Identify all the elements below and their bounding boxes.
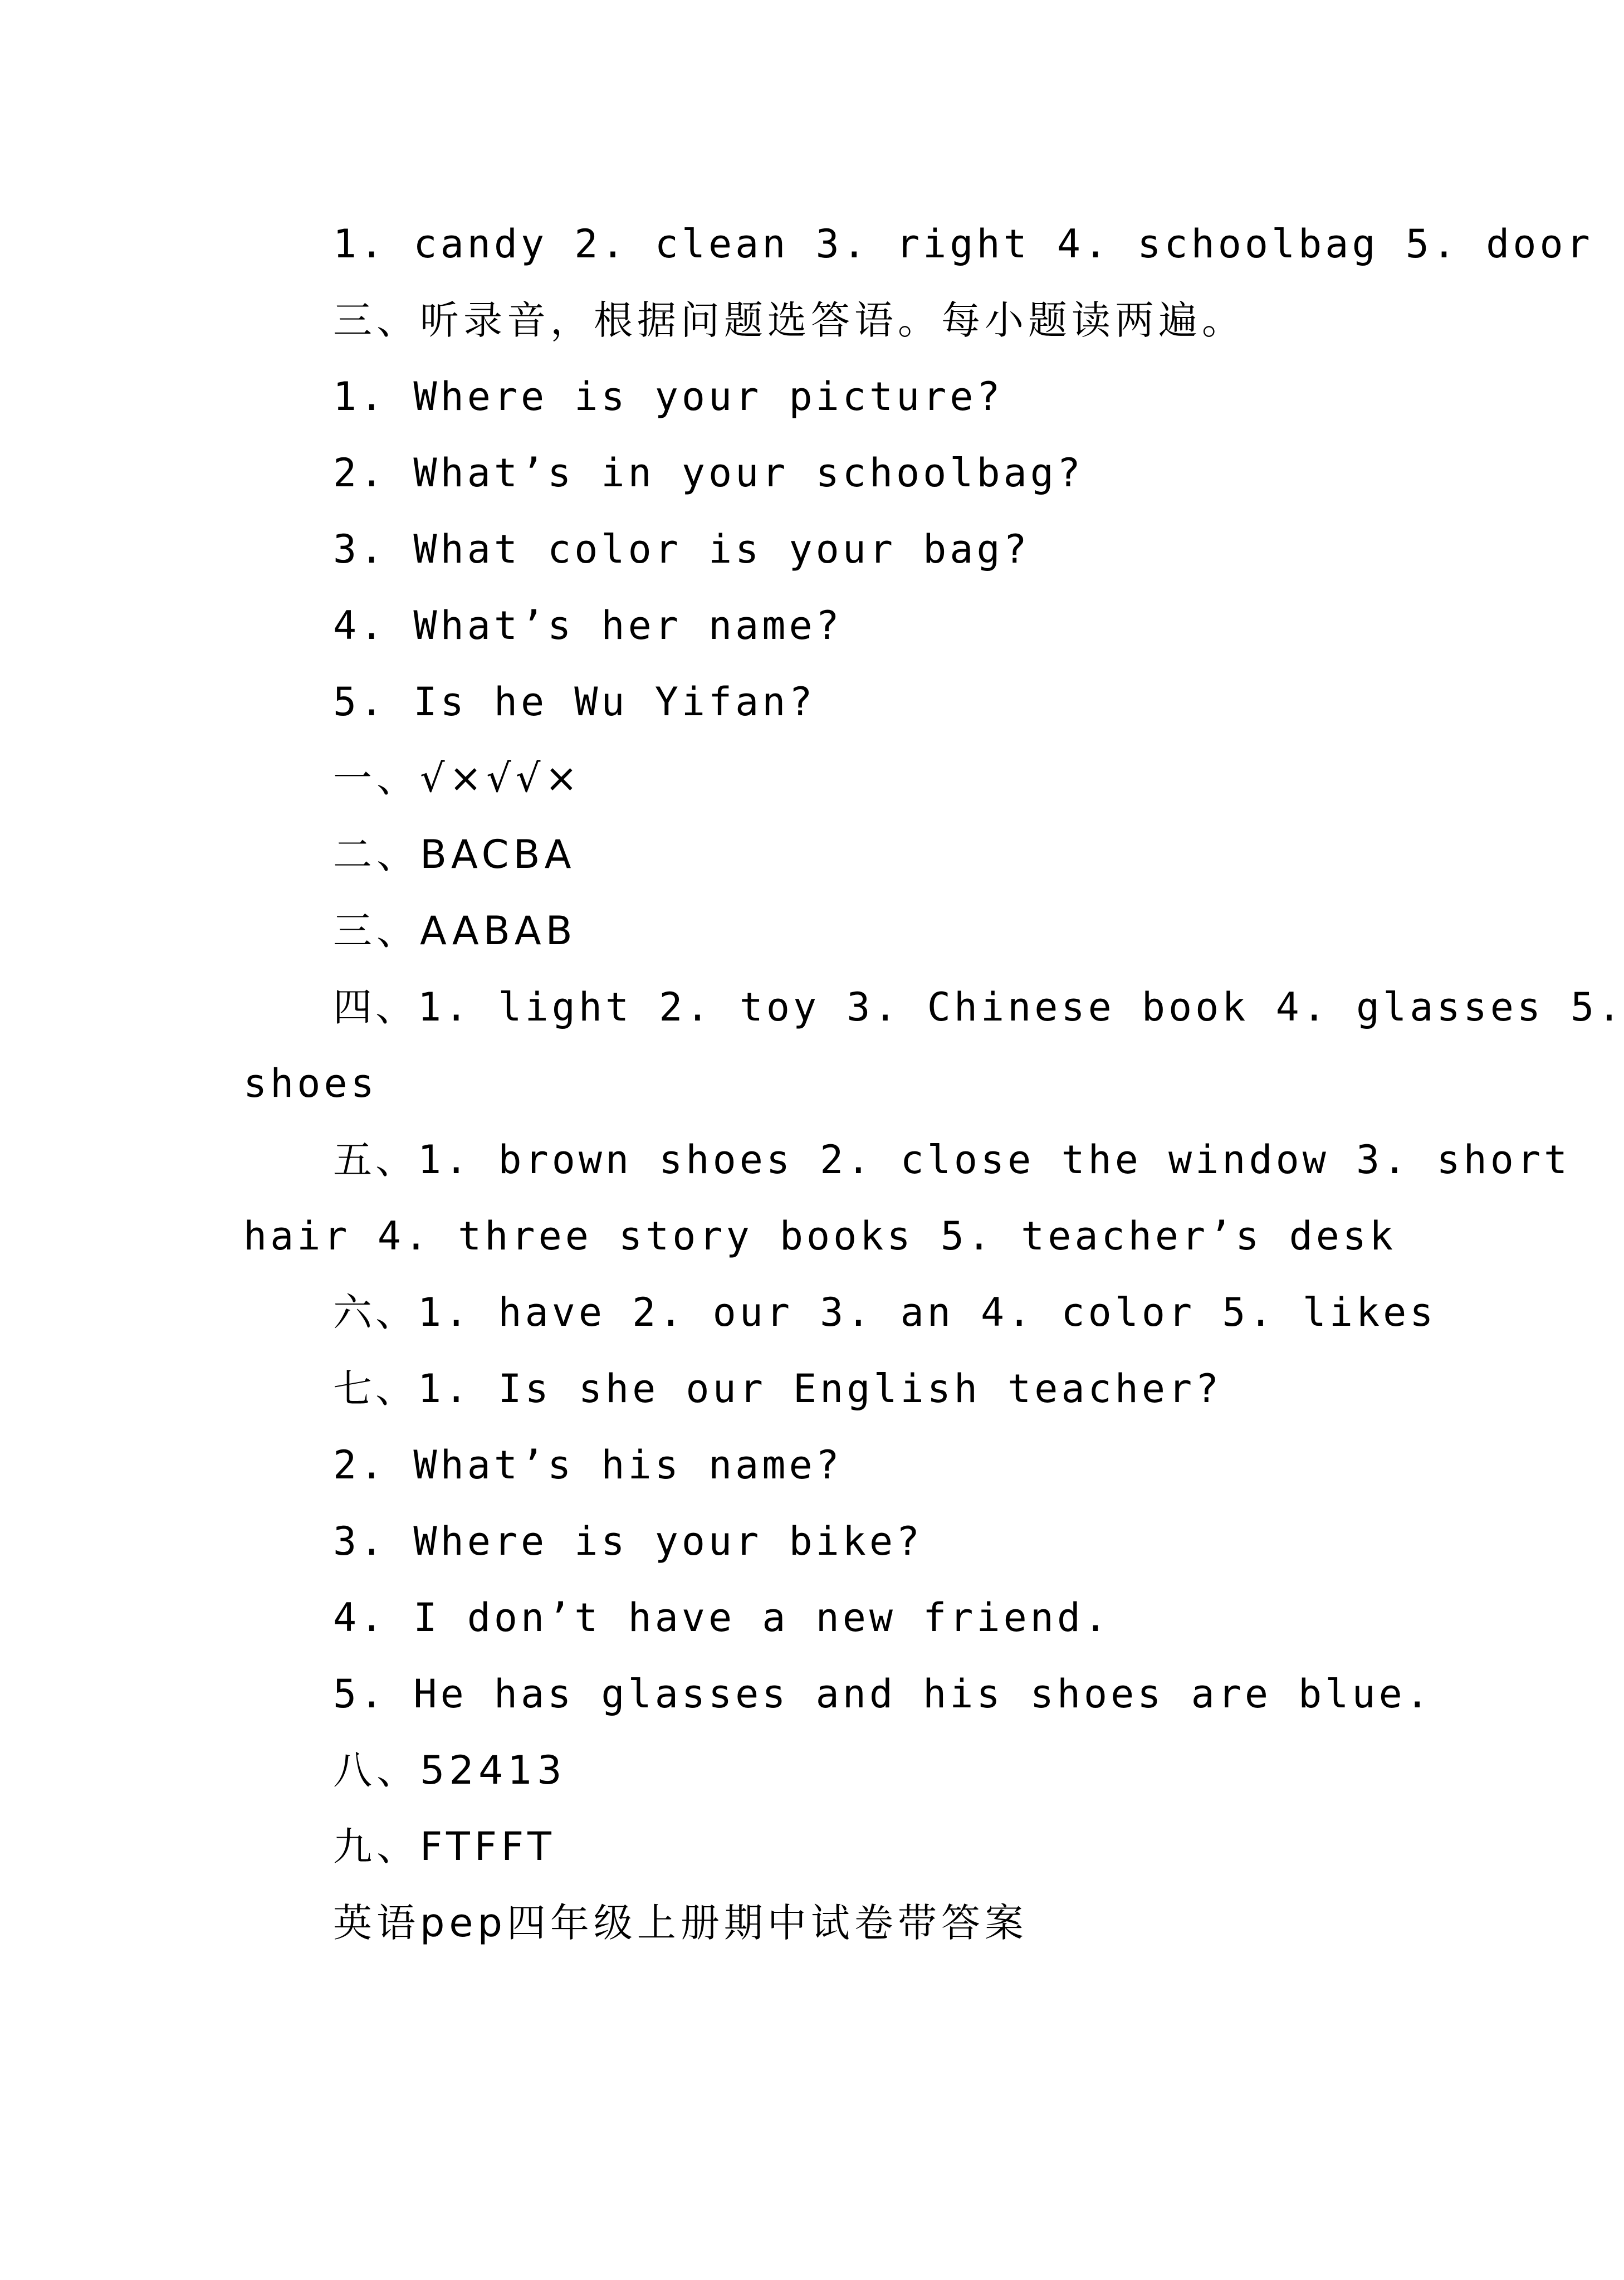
text-line: 4. I don’t have a new friend. <box>333 1595 1111 1641</box>
answer-line: 七、1. Is she our English teacher? <box>333 1366 1222 1412</box>
text-line: 5. He has glasses and his shoes are blue. <box>333 1671 1432 1717</box>
answer-line: 九、FTFFT <box>333 1824 556 1869</box>
text-line: 1. Where is your picture? <box>333 374 1004 419</box>
answer-line: 六、1. have 2. our 3. an 4. color 5. likes <box>333 1290 1437 1335</box>
answer-line: 一、√×√√× <box>333 755 583 801</box>
answer-line: 八、52413 <box>333 1747 566 1793</box>
text-line: 3. What color is your bag? <box>333 526 1030 572</box>
text-line: 3. Where is your bike? <box>333 1519 923 1564</box>
text-line: 2. What’s in your schoolbag? <box>333 450 1084 496</box>
answer-line: 四、1. light 2. toy 3. Chinese book 4. glasses 5. <box>333 984 1624 1030</box>
text-line: 4. What’s her name? <box>333 603 843 648</box>
answer-line: 三、AABAB <box>333 908 577 954</box>
section-heading: 三、听录音，根据问题选答语。每小题读两遍。 <box>333 297 1245 343</box>
answer-line-continuation: hair 4. three story books 5. teacher’s desk <box>243 1213 1397 1259</box>
answer-line: 二、BACBA <box>333 832 576 877</box>
text-line: 5. Is he Wu Yifan? <box>333 679 816 725</box>
answer-line: 五、1. brown shoes 2. close the window 3. short <box>333 1137 1571 1183</box>
answer-line-continuation: shoes <box>243 1061 378 1106</box>
document-title: 英语pep四年级上册期中试卷带答案 <box>333 1900 1028 1946</box>
text-line: 2. What’s his name? <box>333 1442 843 1488</box>
text-line: 1. candy 2. clean 3. right 4. schoolbag 5. door <box>333 221 1593 267</box>
